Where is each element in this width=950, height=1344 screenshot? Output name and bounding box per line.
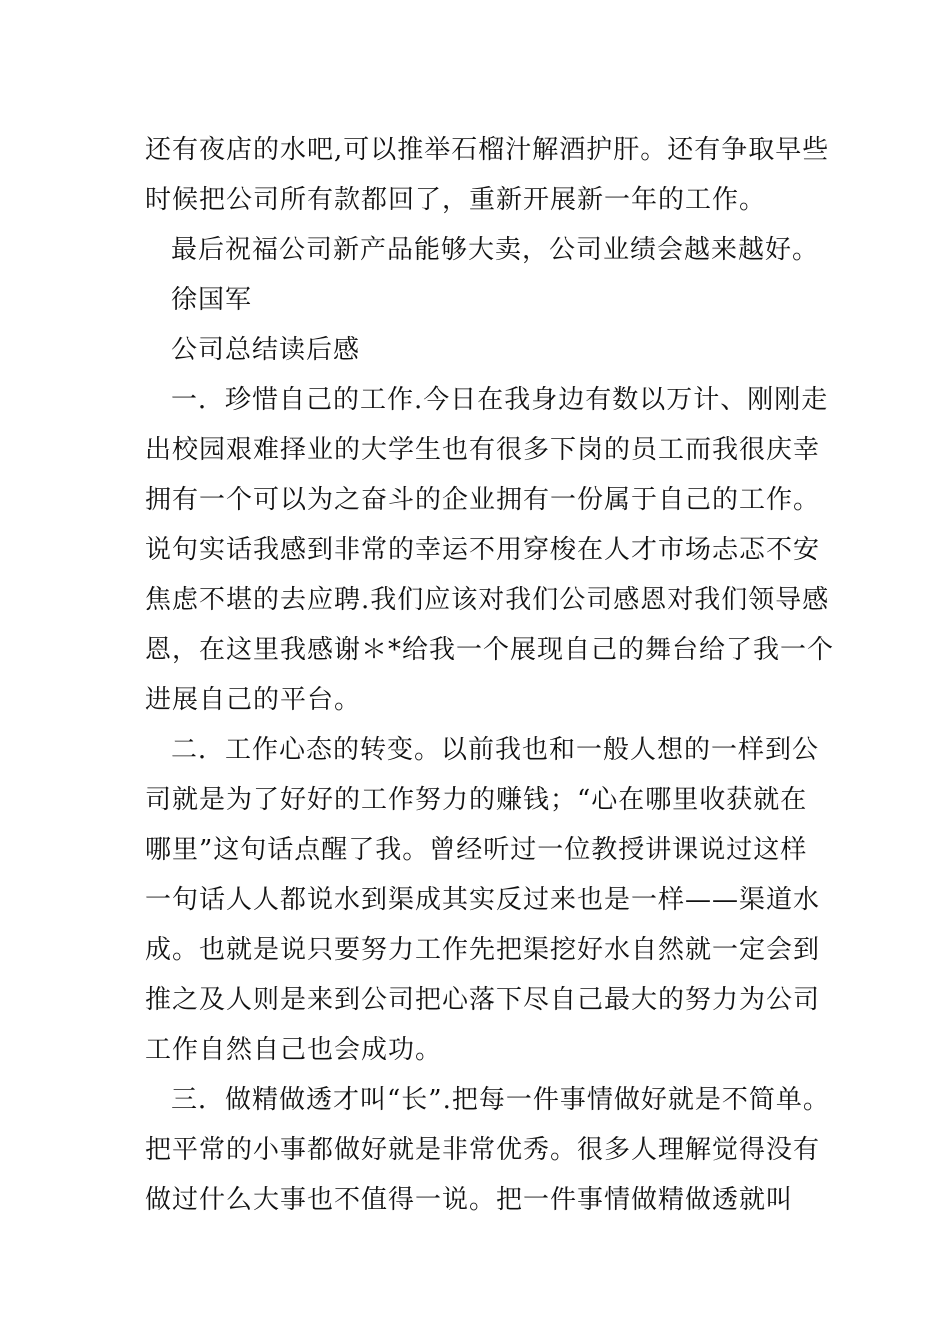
text-line: 推之及人则是来到公司把心落下尽自己最大的努力为公司 (145, 985, 821, 1015)
text-line: 拥有一个可以为之奋斗的企业拥有一份属于自己的工作。 (145, 485, 821, 515)
text-line: 最后祝福公司新产品能够大卖，公司业绩会越来越好。 (171, 235, 820, 265)
text-line: 把平常的小事都做好就是非常优秀。很多人理解觉得没有 (145, 1135, 821, 1165)
text-line: 做过什么大事也不值得一说。把一件事情做精做透就叫 (145, 1185, 794, 1215)
text-line: 二．工作心态的转变。以前我也和一般人想的一样到公 (171, 735, 820, 765)
text-line: 三．做精做透才叫“长”.把每一件事情做好就是不简单。 (171, 1085, 830, 1115)
text-line: 一．珍惜自己的工作.今日在我身边有数以万计、刚刚走 (171, 385, 829, 415)
text-line: 工作自然自己也会成功。 (145, 1035, 443, 1065)
text-line: 出校园艰难择业的大学生也有很多下岗的员工而我很庆幸 (145, 435, 821, 465)
text-line: 哪里”这句话点醒了我。曾经听过一位教授讲课说过这样 (145, 835, 808, 865)
text-line: 一句话人人都说水到渠成其实反过来也是一样——渠道水 (145, 885, 821, 915)
text-line: 焦虑不堪的去应聘.我们应该对我们公司感恩对我们领导感 (145, 585, 830, 615)
text-line: 说句实话我感到非常的幸运不用穿梭在人才市场忐忑不安 (145, 535, 821, 565)
text-line: 还有夜店的水吧,可以推举石榴汁解酒护肝。还有争取早些 (145, 135, 830, 165)
text-line: 司就是为了好好的工作努力的赚钱；“心在哪里收获就在 (145, 785, 808, 815)
text-line: 成。也就是说只要努力工作先把渠挖好水自然就一定会到 (145, 935, 821, 965)
text-line: 恩，在这里我感谢＊*给我一个展现自己的舞台给了我一个 (145, 635, 835, 665)
section-title: 公司总结读后感 (171, 335, 361, 365)
signature-name: 徐国军 (171, 285, 253, 315)
text-line: 时候把公司所有款都回了，重新开展新一年的工作。 (145, 185, 767, 215)
text-line: 进展自己的平台。 (145, 685, 362, 715)
